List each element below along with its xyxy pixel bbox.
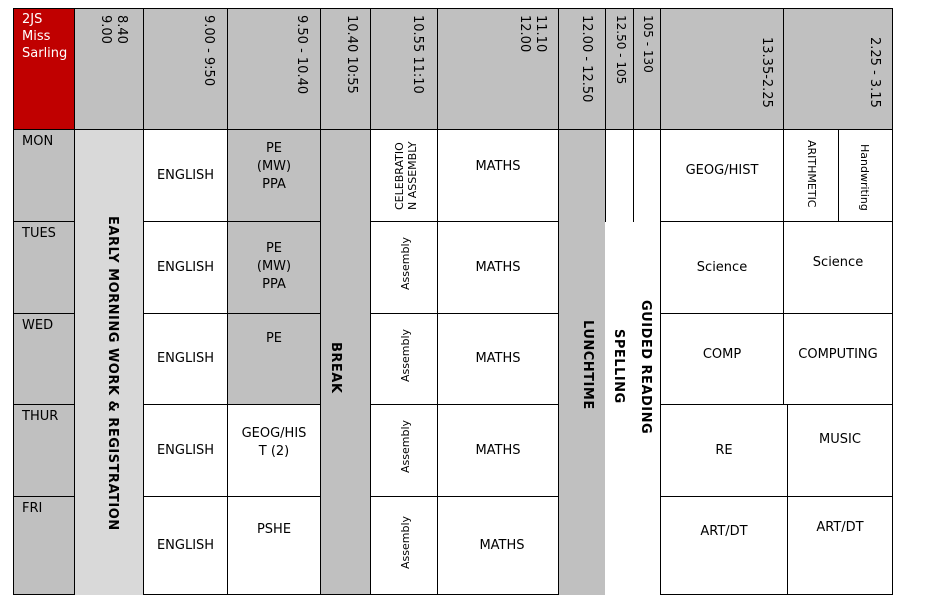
header-time-4-text: 10.40 10:55: [344, 15, 359, 94]
afternoon1-mon: [660, 129, 784, 222]
day-label-fri: FRI: [22, 501, 43, 516]
afternoon1-thu-text: RE: [715, 442, 733, 458]
header-time-2-text: 9.00 - 9:50: [201, 15, 216, 87]
header-time-1: [74, 8, 144, 130]
assembly-thu-text: Assembly: [399, 419, 412, 473]
afternoon1-mon-text: GEOG/HIST: [685, 162, 759, 178]
spelling-cell: [606, 222, 633, 595]
assembly-fri-text: Assembly: [399, 515, 412, 569]
english-wed: [143, 313, 228, 405]
day-cell-wed: [13, 313, 75, 405]
class-code: 2JS: [22, 12, 43, 27]
afternoon1-thu: [660, 404, 788, 497]
afternoon2-fri-text: ART/DT: [816, 520, 864, 535]
slot3-mon-line1: PE: [265, 141, 283, 156]
slot3-wed-text: PE: [265, 331, 283, 346]
early-morning-cell: [75, 130, 143, 595]
assembly-thu: [370, 404, 438, 497]
afternoon1-fri-text: ART/DT: [700, 524, 748, 539]
teacher-line-2: Sarling: [22, 46, 68, 61]
afternoon2-fri: [787, 496, 893, 595]
guided-reading-label: GUIDED READING: [638, 300, 653, 435]
header-time-8-text: 12.50 - 105: [614, 15, 628, 85]
day-cell-fri: [13, 496, 75, 595]
spelling-mon-cell: [605, 129, 634, 222]
lunchtime-label: LUNCHTIME: [580, 320, 595, 410]
early-morning-label: EARLY MORNING WORK & REGISTRATION: [105, 216, 120, 531]
maths-fri-text: MATHS: [479, 537, 525, 553]
slot3-tue-line2: (MW): [256, 259, 292, 274]
day-cell-thu: [13, 404, 75, 497]
guided-mon-cell: [633, 129, 661, 222]
header-time-7-text: 12.00 - 12.50: [579, 15, 594, 103]
afternoon2-mon-a: [783, 129, 839, 222]
slot3-mon-line2: (MW): [256, 159, 292, 174]
slot3-fri: [227, 496, 321, 595]
guided-reading-cell: [634, 222, 660, 595]
day-cell-tue: [13, 221, 75, 314]
day-label-thu: THUR: [22, 409, 59, 424]
assembly-fri: [370, 496, 438, 595]
header-time-9: [633, 8, 661, 130]
header-time-3: [227, 8, 321, 130]
english-mon-text: ENGLISH: [156, 167, 215, 183]
slot3-mon: [227, 129, 321, 222]
header-time-8: [605, 8, 634, 130]
maths-thu-text: MATHS: [475, 442, 521, 458]
maths-wed: [437, 313, 559, 405]
afternoon1-wed-text: COMP: [702, 347, 742, 362]
maths-wed-text: MATHS: [475, 351, 521, 366]
afternoon2-tue-text: Science: [812, 254, 864, 270]
slot3-tue: [227, 221, 321, 314]
english-thu-text: ENGLISH: [156, 442, 215, 458]
header-time-5-text: 10.55 11:10: [410, 15, 425, 94]
afternoon1-tue: [660, 221, 784, 314]
assembly-mon: [370, 129, 438, 222]
slot3-tue-line3: PPA: [262, 277, 286, 292]
day-label-tue: TUES: [22, 226, 56, 241]
header-time-6b: 12.00: [517, 15, 532, 53]
afternoon2-mon-a-text: ARITHMETIC: [805, 140, 818, 208]
header-time-11: [783, 8, 893, 130]
header-time-6: [437, 8, 559, 130]
header-time-10: [660, 8, 784, 130]
header-time-6a: 11.10: [533, 15, 548, 53]
english-fri: [143, 496, 228, 595]
english-tue-text: ENGLISH: [156, 259, 215, 275]
header-time-3-text: 9.50 - 10.40: [294, 15, 309, 95]
break-cell: [320, 129, 371, 595]
slot3-thu-line2: T (2): [258, 444, 290, 459]
slot3-thu-line1: GEOG/HIS: [241, 426, 307, 441]
afternoon2-wed-text: COMPUTING: [798, 347, 878, 362]
assembly-wed: [370, 313, 438, 405]
header-time-5: [370, 8, 438, 130]
maths-thu: [437, 404, 559, 497]
maths-tue-text: MATHS: [475, 259, 521, 275]
break-label: BREAK: [328, 342, 343, 394]
english-mon: [143, 129, 228, 222]
afternoon2-thu: [787, 404, 893, 497]
afternoon1-wed: [660, 313, 784, 405]
day-label-wed: WED: [22, 318, 54, 333]
header-time-9-text: 105 - 130: [641, 15, 655, 73]
afternoon2-wed: [783, 313, 893, 405]
header-time-1a: 8.40: [114, 15, 129, 44]
maths-mon: [437, 129, 559, 222]
slot3-wed: [227, 313, 321, 405]
assembly-wed-text: Assembly: [399, 328, 412, 382]
english-fri-text: ENGLISH: [156, 537, 215, 553]
assembly-tue: [370, 221, 438, 314]
afternoon2-mon-b: [838, 129, 893, 222]
teacher-line-1: Miss: [22, 29, 51, 44]
slot3-fri-text: PSHE: [256, 522, 292, 537]
class-label-cell: [13, 8, 75, 130]
english-tue: [143, 221, 228, 314]
slot3-thu: [227, 404, 321, 497]
header-time-4: [320, 8, 371, 130]
afternoon1-fri: [660, 496, 788, 595]
class-label: [22, 11, 67, 62]
afternoon2-thu-text: MUSIC: [819, 431, 861, 447]
assembly-tue-text: Assembly: [399, 236, 412, 290]
header-time-11-text: 2.25 - 3.15: [867, 37, 882, 108]
header-time-1b: 9.00: [98, 15, 113, 44]
header-time-10-text: 13.35-2.25: [759, 37, 774, 108]
assembly-mon-line1: CELEBRATIO: [393, 142, 406, 210]
slot3-tue-line1: PE: [265, 241, 283, 256]
maths-fri: [437, 496, 559, 595]
maths-mon-text: MATHS: [475, 159, 521, 174]
spelling-label: SPELLING: [611, 329, 626, 404]
maths-tue: [437, 221, 559, 314]
day-label-mon: MON: [22, 134, 54, 149]
header-time-2: [143, 8, 228, 130]
english-wed-text: ENGLISH: [156, 351, 215, 366]
afternoon2-tue: [783, 221, 893, 314]
header-time-7: [558, 8, 606, 130]
afternoon2-mon-b-text: Handwriting: [858, 144, 871, 211]
day-cell-mon: [13, 129, 75, 222]
lunchtime-cell: [559, 130, 605, 595]
afternoon1-tue-text: Science: [696, 259, 748, 275]
assembly-mon-line2: N ASSEMBLY: [406, 141, 419, 210]
english-thu: [143, 404, 228, 497]
slot3-mon-line3: PPA: [262, 177, 286, 192]
